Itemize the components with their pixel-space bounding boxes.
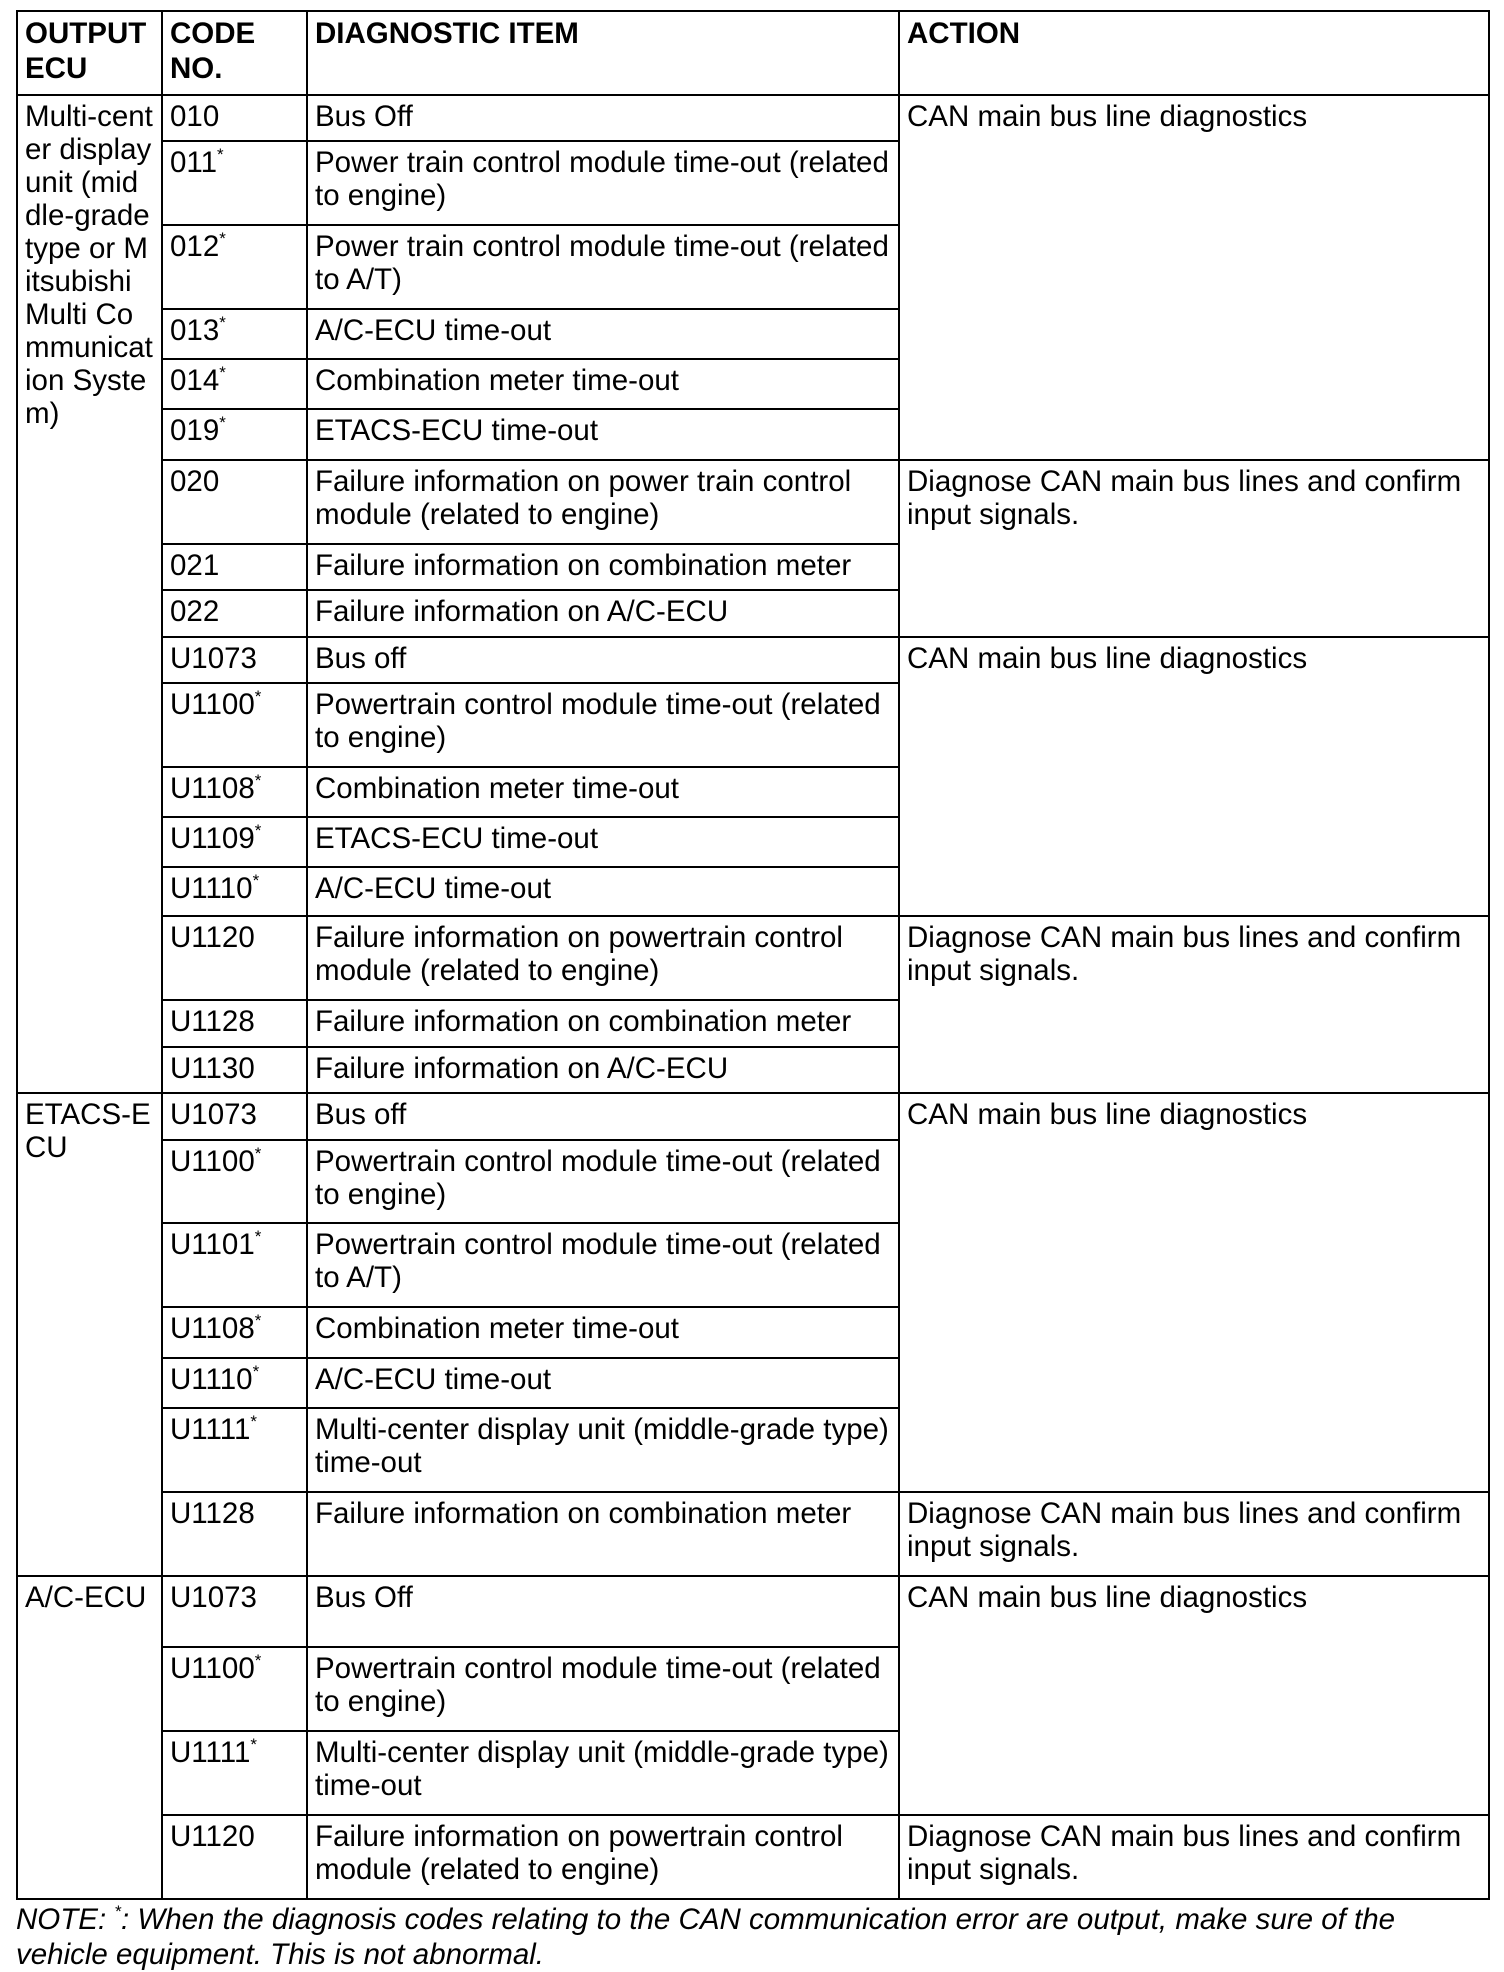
diagnostic-item-cell: Failure information on powertrain control module (related to engine) [307,1815,899,1899]
diagnostic-item-cell: Failure information on A/C-ECU [307,1047,899,1093]
diagnostic-item-cell: ETACS-ECU time-out [307,817,899,867]
code-number: U1108 [170,1312,255,1346]
header-action: ACTION [899,11,1489,95]
action-cell: Diagnose CAN main bus lines and confirm input signals. [899,460,1489,637]
table-row [17,637,1489,683]
code-number: U1101 [170,1228,255,1262]
diagnostic-item-cell: A/C-ECU time-out [307,1358,899,1408]
footnote-asterisk: * [254,1651,262,1671]
code-cell [162,309,307,359]
code-cell [162,1140,307,1224]
diagnostic-item-cell: Powertrain control module time-out (related to engine) [307,683,899,767]
footnote-asterisk: * [250,1412,257,1432]
action-cell: Diagnose CAN main bus lines and confirm input signals. [899,1815,1489,1899]
diagnostic-item-cell: Bus Off [307,95,899,141]
footnote-asterisk: * [250,1735,257,1755]
table-row [17,1093,1489,1139]
code-number: U1109 [170,821,255,855]
code-cell [162,637,307,683]
output-ecu-cell: ETACS-ECU [17,1093,162,1576]
code-number: U1108 [170,771,255,805]
code-cell [162,1093,307,1139]
code-number: U1073 [170,1580,257,1614]
note-text: : When the diagnosis codes relating to the CAN communication error are output, make sure of the vehicle equipment. This is not abnormal. [16,1903,1396,1971]
diagnostic-item-cell: Bus Off [307,1576,899,1647]
footnote-asterisk: * [254,1311,262,1331]
diagnostic-item-cell: Powertrain control module time-out (related to engine) [307,1647,899,1731]
header-diagnostic-item: DIAGNOSTIC ITEM [307,11,899,95]
diagnostic-item-cell: Failure information on A/C-ECU [307,590,899,636]
code-number: U1130 [170,1051,255,1085]
note-prefix: NOTE: [16,1903,115,1936]
diagnostic-item-cell: Power train control module time-out (related to A/T) [307,225,899,309]
diagnostic-item-cell: Failure information on powertrain control module (related to engine) [307,916,899,1000]
diagnostic-item-cell: ETACS-ECU time-out [307,409,899,460]
code-number: U1100 [170,1652,255,1686]
code-number: U1110 [170,871,253,905]
footnote-asterisk: * [219,313,226,333]
table-row [17,1815,1489,1899]
code-cell [162,1223,307,1307]
code-cell [162,359,307,409]
table-header-row [17,11,1489,95]
code-number: 021 [170,548,220,582]
footnote-asterisk: * [254,770,262,790]
code-number: U1128 [170,1005,255,1039]
code-number: U1110 [170,1363,253,1397]
diagnostic-item-cell: A/C-ECU time-out [307,867,899,917]
footnote-asterisk: * [254,820,262,840]
diagnostic-item-cell: Failure information on power train control module (related to engine) [307,460,899,544]
table-row [17,95,1489,141]
code-cell [162,683,307,767]
footnote-asterisk: * [219,362,226,382]
code-cell [162,1731,307,1815]
code-cell [162,1307,307,1358]
footnote-asterisk: * [252,1362,260,1382]
header-code-no: CODE NO. [162,11,307,95]
diagnostic-item-cell: Powertrain control module time-out (related to A/T) [307,1223,899,1307]
code-cell [162,916,307,1000]
code-number: U1100 [170,688,255,722]
action-cell: Diagnose CAN main bus lines and confirm input signals. [899,916,1489,1093]
code-cell [162,1000,307,1046]
code-cell [162,817,307,867]
action-cell: CAN main bus line diagnostics [899,95,1489,460]
footnote-asterisk: * [254,687,262,707]
output-ecu-cell: Multi-center display unit (middle-grade type or Mitsubishi Multi Communication System) [17,95,162,1093]
diagnostic-item-cell: Failure information on combination meter [307,544,899,590]
action-cell: CAN main bus line diagnostics [899,637,1489,917]
action-cell: Diagnose CAN main bus lines and confirm input signals. [899,1492,1489,1576]
code-number: U1111 [170,1736,251,1770]
code-number: U1120 [170,921,255,955]
action-cell: CAN main bus line diagnostics [899,1576,1489,1815]
footnote-asterisk: * [252,870,260,890]
table-row [17,916,1489,1000]
footnote-asterisk: * [254,1143,262,1163]
code-cell [162,460,307,544]
footnote-asterisk: * [219,229,226,249]
code-number: U1073 [170,1098,257,1132]
table-row [17,460,1489,544]
code-cell [162,767,307,817]
code-number: U1100 [170,1144,255,1178]
code-number: 022 [170,595,220,629]
code-number: 010 [170,100,220,133]
diagnostic-item-cell: Failure information on combination meter [307,1492,899,1576]
footnote-asterisk: * [217,145,224,165]
code-number: 011 [170,146,218,180]
code-number: U1111 [170,1413,251,1447]
code-number: U1128 [170,1496,255,1530]
footnote [16,1902,1488,1972]
code-cell [162,1492,307,1576]
table-body [17,95,1489,1899]
diagnostic-item-cell: Powertrain control module time-out (related to engine) [307,1140,899,1224]
diagnostic-item-cell: Combination meter time-out [307,767,899,817]
code-cell [162,1358,307,1408]
code-cell [162,1576,307,1647]
diagnostic-item-cell: Multi-center display unit (middle-grade type) time-out [307,1731,899,1815]
code-number: 012 [170,230,220,264]
diagnostic-item-cell: Combination meter time-out [307,1307,899,1358]
table-row [17,1492,1489,1576]
footnote-asterisk: * [254,1227,262,1247]
code-cell [162,409,307,460]
code-cell [162,590,307,636]
diagnostic-code-table [16,10,1490,1900]
diagnostic-item-cell: Bus off [307,637,899,683]
diagnostic-item-cell: A/C-ECU time-out [307,309,899,359]
diagnostic-item-cell: Multi-center display unit (middle-grade type) time-out [307,1408,899,1492]
diagnostic-item-cell: Failure information on combination meter [307,1000,899,1046]
code-number: 013 [170,314,220,348]
footnote-asterisk: * [219,412,226,432]
code-cell [162,1815,307,1899]
code-cell [162,1647,307,1731]
code-cell [162,95,307,141]
output-ecu-cell: A/C-ECU [17,1576,162,1899]
diagnostic-item-cell: Bus off [307,1093,899,1139]
code-number: 020 [170,464,220,498]
note-asterisk: * [114,1902,121,1921]
code-cell [162,1408,307,1492]
header-output-ecu: OUTPUT ECU [17,11,162,95]
code-cell [162,544,307,590]
code-number: 019 [170,413,220,447]
code-cell [162,141,307,225]
code-cell [162,867,307,917]
code-cell [162,1047,307,1093]
diagnostic-item-cell: Power train control module time-out (related to engine) [307,141,899,225]
table-row [17,1576,1489,1647]
code-number: 014 [170,363,220,397]
action-cell: CAN main bus line diagnostics [899,1093,1489,1492]
diagnostic-item-cell: Combination meter time-out [307,359,899,409]
code-number: U1120 [170,1819,255,1853]
code-number: U1073 [170,641,257,675]
code-cell [162,225,307,309]
